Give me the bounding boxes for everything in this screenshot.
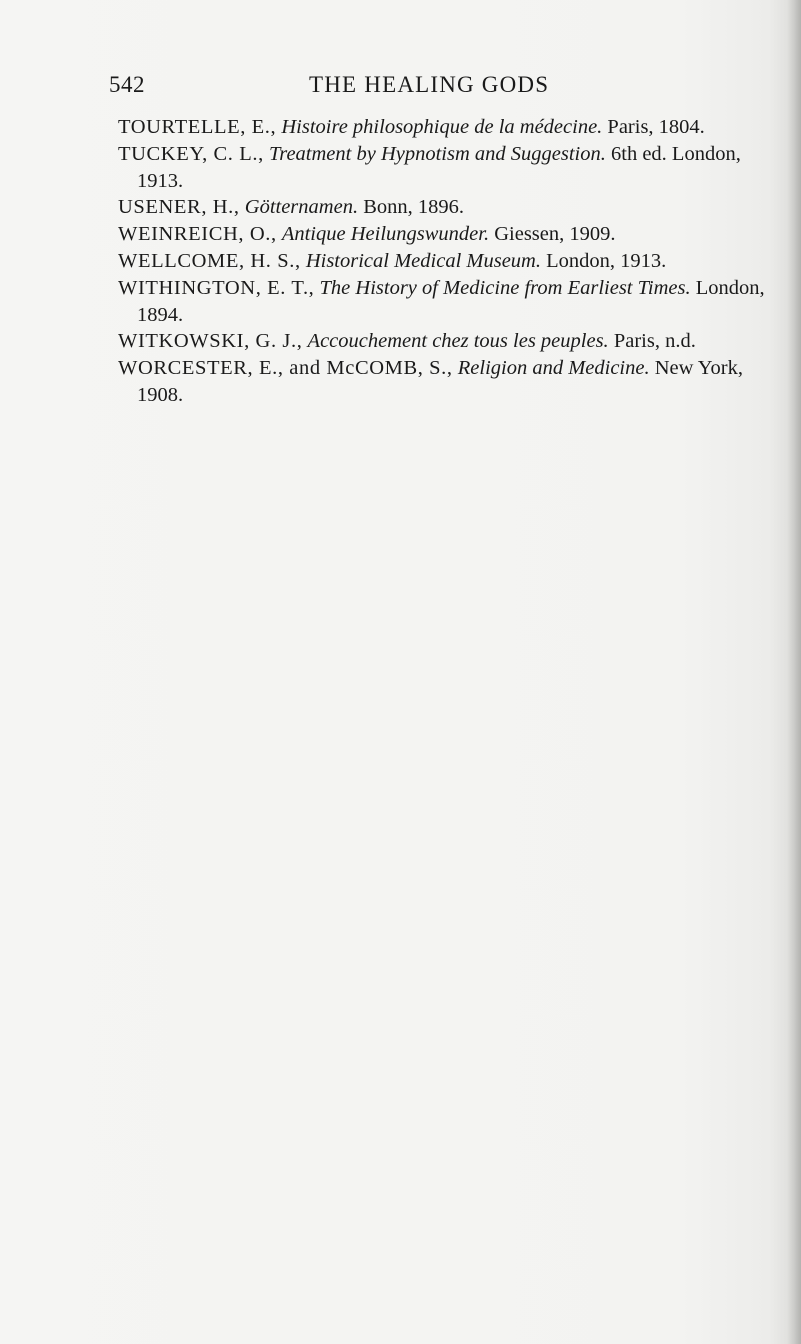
entry-details: Bonn, 1896. xyxy=(363,196,465,219)
entry-author: USENER, H., xyxy=(118,196,240,219)
bibliography-entry xyxy=(118,275,768,329)
bibliography-entry xyxy=(118,221,768,248)
bibliography-entry xyxy=(118,355,768,409)
entry-details: London, 1894. xyxy=(137,276,765,326)
entry-details: Giessen, 1909. xyxy=(494,223,616,246)
entry-title: Historical Medical Museum. xyxy=(305,249,541,272)
entry-author: TUCKEY, C. L., xyxy=(118,142,264,165)
entry-author: WEINREICH, O., xyxy=(118,223,277,246)
entry-title: Religion and Medicine. xyxy=(457,357,650,380)
entry-title: Antique Heilungswunder. xyxy=(281,223,490,246)
bibliography-entry xyxy=(118,248,768,275)
entry-details: New York, 1908. xyxy=(137,357,744,406)
running-header xyxy=(109,72,763,108)
page-number: 542 xyxy=(109,72,145,97)
entry-title: The History of Medicine from Earliest Times. xyxy=(319,276,691,299)
entry-details: London, 1913. xyxy=(546,249,667,272)
entry-author: WORCESTER, E., and McCOMB, S., xyxy=(118,357,453,380)
running-title: THE HEALING GODS xyxy=(309,72,550,97)
entry-details: Paris, n.d. xyxy=(613,330,696,353)
bibliography-list xyxy=(118,114,768,409)
entry-details: Paris, 1804. xyxy=(607,116,705,138)
entry-details: 6th ed. London, 1913. xyxy=(137,142,741,192)
bibliography-entry xyxy=(118,328,768,355)
entry-title: Accouchement chez tous les peuples. xyxy=(307,330,609,353)
bibliography-entry xyxy=(118,141,768,195)
bibliography-entry xyxy=(118,114,768,141)
entry-author: WITKOWSKI, G. J., xyxy=(118,330,303,353)
entry-title: Götternamen. xyxy=(244,196,359,219)
entry-author: WELLCOME, H. S., xyxy=(118,249,301,272)
entry-author: TOURTELLE, E., xyxy=(118,116,277,138)
page-edge-shadow xyxy=(787,0,801,1344)
entry-title: Treatment by Hypnotism and Suggestion. xyxy=(268,142,606,165)
entry-author: WITHINGTON, E. T., xyxy=(118,276,315,299)
entry-title: Histoire philosophique de la médecine. xyxy=(281,116,603,138)
bibliography-entry xyxy=(118,194,768,221)
